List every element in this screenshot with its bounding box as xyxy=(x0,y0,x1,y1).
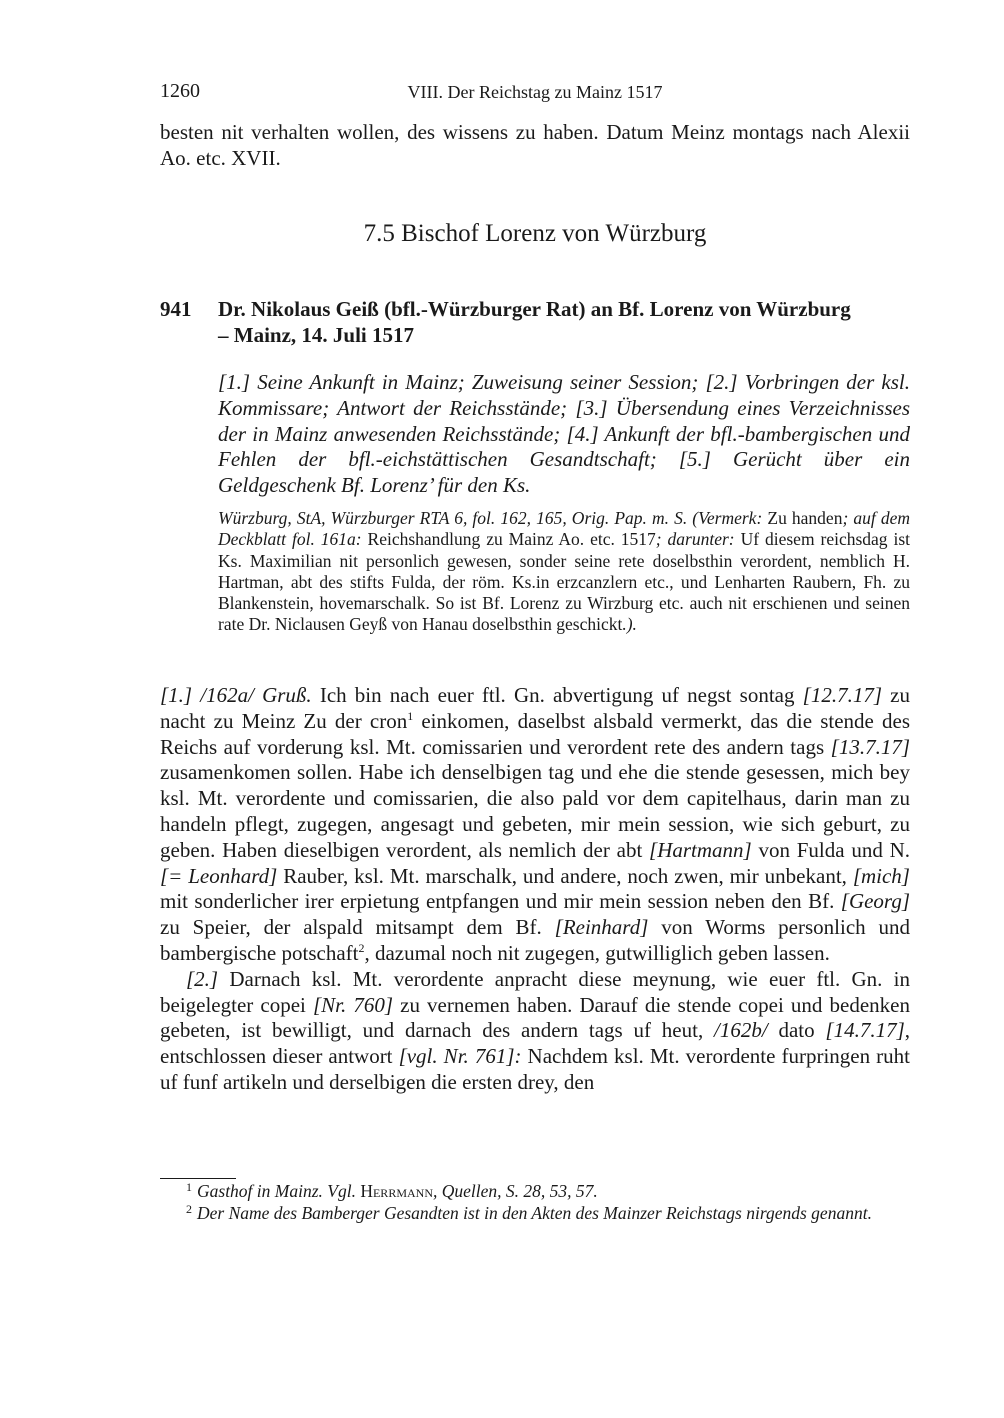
editorial-insert: [Reinhard] xyxy=(554,915,649,940)
text-run: zu Speier, der alspald mitsampt dem Bf. xyxy=(160,915,555,940)
editorial-insert: [Georg] xyxy=(840,889,910,914)
source-archive: Würzburg, StA, Würzburger RTA 6, fol. 162, 165, Orig. Pap. m. S. (Vermerk: xyxy=(218,508,763,528)
editorial-insert: [= Leonhard] xyxy=(160,863,278,888)
source-darunter-label: ; darunter: xyxy=(655,529,735,550)
section-marker: [2.] xyxy=(186,966,219,991)
source-vermerk-text: Zu handen xyxy=(762,508,843,528)
editorial-reference: [vgl. Nr. 761]: xyxy=(398,1044,522,1069)
document-number: 941 xyxy=(160,297,192,321)
footnotes xyxy=(160,1181,910,1224)
document-heading xyxy=(160,297,910,348)
text-run: dato xyxy=(767,1018,826,1043)
section-title: 7.5 Bischof Lorenz von Würzburg xyxy=(363,220,707,247)
footnote-mark: 2 xyxy=(186,1201,192,1216)
body-paragraph-1 xyxy=(160,683,910,967)
text-run: mit sonderlicher irer erpietung entpfangen und mir mein session neben den Bf. xyxy=(160,889,841,914)
source-deckblatt-label: ; auf dem Deckblatt fol. 161a: xyxy=(218,508,910,550)
editorial-insert: [Hartmann] xyxy=(649,837,752,862)
page-number: 1260 xyxy=(160,80,200,102)
text-run: Ich bin nach euer ftl. Gn. abvertigung uf negst sontag xyxy=(311,683,803,707)
editorial-date: [12.7.17] xyxy=(802,683,882,707)
editorial-date: [13.7.17] xyxy=(830,734,910,759)
text-run: zusamenkomen sollen. Habe ich denselbigen tag und ehe die stende gesessen, mich bey ksl. Mt. verordente und comissarien, die also pald vor dem capitelhaus, darin man zu handeln pflegt, zugegen, angesagt und gebeten, mir mein session, wie sich geburt, zu geben. Haben dieselbigen verordent, als nemlich der abt xyxy=(160,760,910,862)
footnote-divider xyxy=(160,1178,236,1179)
text-run: , dazumal noch nit zugegen, gutwilliglich geben lassen. xyxy=(364,940,830,965)
source-note xyxy=(218,508,910,636)
text-run: von Worms personlich und bambergische potschaft xyxy=(160,915,910,965)
footnote-ref-1[interactable]: 1 xyxy=(407,708,414,723)
footnote-text: Gasthof in Mainz. Vgl. xyxy=(197,1181,361,1201)
running-head xyxy=(160,80,910,106)
footnote-text: Der Name des Bamberger Gesandten ist in den Akten des Mainzer Reichstags nirgends genannt. xyxy=(197,1202,872,1223)
text-run: Nachdem ksl. Mt. verordente furpringen ruht uf funf artikeln und derselbigen die ersten drey, den xyxy=(160,1044,910,1094)
footnote-1 xyxy=(160,1181,910,1203)
text-run: zu nacht zu Meinz Zu der cron xyxy=(160,683,910,733)
footnote-text: , Quellen, S. 28, 53, 57. xyxy=(433,1181,598,1201)
document-heading-line-1: Dr. Nikolaus Geiß (bfl.-Würzburger Rat) an Bf. Lorenz von Würzburg xyxy=(218,297,851,321)
running-head-title: VIII. Der Reichstag zu Mainz 1517 xyxy=(407,82,663,102)
body-paragraph-2 xyxy=(160,967,910,1096)
document-heading-line-2: – Mainz, 14. Juli 1517 xyxy=(218,322,415,347)
text-run: von Fulda und N. xyxy=(751,837,911,862)
text-run: Rauber, ksl. Mt. marschalk, und andere, noch zwen, mir unbekant, xyxy=(277,863,853,888)
text-run: einkomen, daselbst alsbald vermerkt, das die stende des Reichs auf vorderung ksl. Mt. comissarien und verordent rete des andern tags xyxy=(160,708,910,759)
source-deckblatt-text: Reichshandlung zu Mainz Ao. etc. 1517 xyxy=(361,529,656,550)
text-run: Darnach ksl. Mt. verordente anpracht diese meynung, wie euer ftl. Gn. in beigelegter copei xyxy=(160,966,910,1017)
footnote-ref-2[interactable]: 2 xyxy=(358,940,365,955)
editorial-reference: [Nr. 760] xyxy=(312,992,394,1017)
footnote-mark: 1 xyxy=(186,1180,192,1194)
author-name: Herrmann xyxy=(360,1181,433,1201)
intro-paragraph: besten nit verhalten wollen, des wissens zu haben. Datum Meinz montags nach Alexii Ao. etc. XVII. xyxy=(160,120,910,170)
folio-marker: /162b/ xyxy=(713,1018,768,1043)
text-run: , entschlossen dieser antwort xyxy=(160,1018,910,1069)
document-summary: [1.] Seine Ankunft in Mainz; Zuweisung seiner Session; [2.] Vorbringen der ksl. Kommissare; Antwort der Reichsstände; [3.] Übersendung eines Verzeichnisses der in Mainz anwesenden Reichsstände; [4.] Ankunft der bfl.-bambergischen und Fehlen der bfl.-eichstättischen Gesandtschaft; [5.] Gerücht über ein Geldgeschenk Bf. Lorenz’ für den Ks. xyxy=(218,370,910,498)
editorial-insert: [mich] xyxy=(852,863,910,888)
text-run: zu vernemen haben. Darauf die stende copei und bedenken gebeten, ist bewilligt, und darnach des andern tags uf heut, xyxy=(160,992,910,1043)
section-marker: [1.] /162a/ Gruß. xyxy=(160,683,312,707)
footnote-2 xyxy=(160,1203,910,1225)
letter-body xyxy=(160,683,910,1096)
source-darunter-text: Uf diesem reichsdag ist Ks. Maximilian nit personlich gewesen, sonder seine rete doselbsthin verordent, nemblich H. Hartman, abt des stifts Fulda, der röm. Ks.in erzcanzlern etc., und Lenharten Raubern, Fh. zu Blankenstein, hovemarschalk. So ist Bf. Lorenz zu Wirzburg etc. auch nit erschienen und seinen rate Dr. Niclausen Geyß von Hanau doselbsthin geschickt xyxy=(218,529,911,635)
source-close: .). xyxy=(622,614,637,635)
editorial-date: [14.7.17] xyxy=(825,1018,905,1043)
